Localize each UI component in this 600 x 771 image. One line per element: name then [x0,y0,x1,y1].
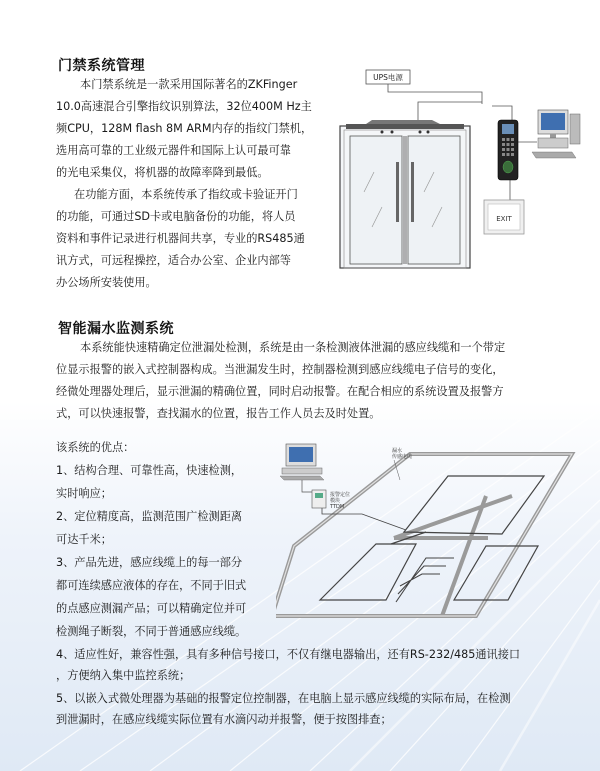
power-wire [388,84,482,104]
controller-label-3: TTDM [330,504,345,510]
magnetic-lock [366,120,440,124]
paragraph-line: 本门禁系统是一款采用国际著名的ZKFinger [80,78,298,91]
paragraph-line: 经微处理器处理后，显示泄漏的精确位置，同时启动报警。在配合相应的系统设置及报警方 [56,385,504,398]
paragraph-line: 10.0高速混合引擎指纹识别算法，32位400M Hz主 [56,100,312,113]
leak-detection-diagram [276,440,576,624]
exit-button-icon [484,200,524,234]
list-item: 3、产品先进，感应线缆上的每一部分 [56,556,243,569]
list-item: 1、结构合理、可靠性高，快速检测， [56,464,243,477]
paragraph-line: 的功能，可通过SD卡或电脑备份的功能，将人员 [56,210,296,223]
paragraph-line: 本系统能快速精确定位泄漏处检测，系统是由一条检测液体泄漏的感应线缆和一个带定 [80,341,506,354]
list-item: 2、定位精度高，监测范围广检测距离 [56,510,243,523]
advantages-list [56,436,296,643]
list-item: 5、以嵌入式微处理器为基础的报警定位控制器，在电脑上显示感应线缆的实际布局，在检测 [56,692,511,705]
list-item: 实时响应； [56,487,112,500]
paragraph-line: 频CPU，128M flash 8M ARM内存的指纹门禁机， [56,122,313,135]
left-handle [396,162,399,222]
computer-icon [532,110,580,158]
paragraph-line: 式，可以快速报警，查找漏水的位置，报告工作人员去及时处置。 [56,407,381,420]
controller-label-1: 报警定位 [330,492,351,498]
list-item: 检测绳子断裂，不同于普通感应线缆。 [56,625,247,638]
access-control-diagram [332,62,582,282]
advantages-continued [56,644,586,730]
list-item: 可达千米； [56,533,112,546]
ups-label: UPS电源 [373,73,403,82]
fingerprint-terminal-icon [498,120,518,180]
right-door-panel [408,136,460,264]
list-heading: 该系统的优点： [56,441,135,454]
paragraph-line: 资料和事件记录进行机器间共享，专业的RS485通 [56,232,305,245]
list-item: 都可连续感应液体的存在，不同于旧式 [56,579,247,592]
section-title-access-control: 门禁系统管理 [58,58,145,74]
cable-label-2: 传感电缆 [392,454,413,460]
controller-label-2: 模块 [330,498,341,504]
paragraph-line: 办公场所安装使用。 [56,276,157,289]
paragraph-line: 在功能方面，本系统传承了指纹或卡验证开门 [74,188,298,201]
monitor-computer-icon [280,444,324,480]
list-item: 4、适应性好，兼容性强，具有多种信号接口，不仅有继电器输出，还有RS-232/485通讯接口 [56,648,521,661]
alarm-controller-icon [312,490,326,508]
paragraph-line: 选用高可靠的工业级元器件和国际上认可最可靠 [56,144,291,157]
list-item: 的点感应测漏产品；可以精确定位并可 [56,602,247,615]
paragraph-line: 位显示报警的嵌入式控制器构成。当泄漏发生时，控制器检测到感应线缆电子信号的变化， [56,363,504,376]
exit-wire [510,180,524,200]
right-handle [411,162,414,222]
left-door-panel [350,136,402,264]
exit-label: EXIT [496,215,512,223]
list-item: ，方便纳入集中监控系统； [56,669,191,682]
section-title-leak-detection: 智能漏水监测系统 [58,321,174,337]
section-body-access-control [56,74,341,294]
section-intro-leak-detection [56,337,576,425]
cable-label-1: 漏水 [392,448,403,454]
list-item: 到泄漏时，在感应线缆实际位置有水滴闪动并报警，便于按图排查； [56,713,392,726]
paragraph-line: 讯方式，可远程操控，适合办公室、企业内部等 [56,254,291,267]
paragraph-line: 的光电采集仪，将机器的故障率降到最低。 [56,166,269,179]
terminal-wire [492,106,512,122]
door-top-bar [346,124,464,129]
